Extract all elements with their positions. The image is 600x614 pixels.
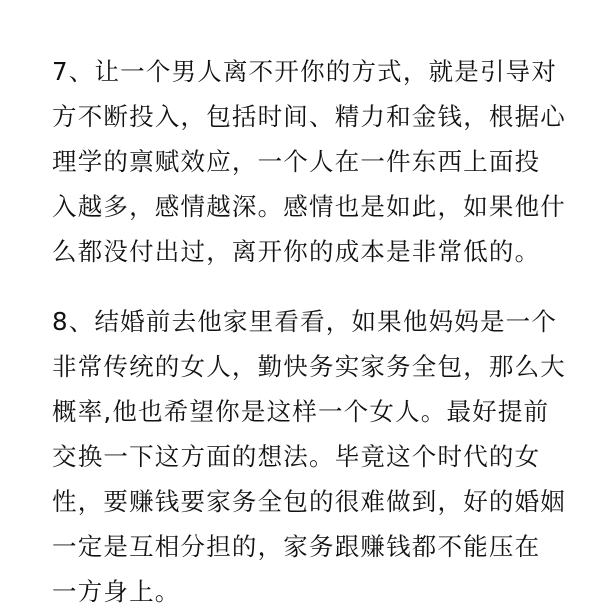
- text-line: 么都没付出过，离开你的成本是非常低的。: [52, 237, 541, 266]
- paragraph-8: [52, 299, 566, 614]
- text-line: 交换一下这方面的想法。毕竟这个时代的女: [52, 442, 541, 471]
- text-line: 一定是互相分担的，家务跟赚钱都不能压在: [52, 532, 541, 561]
- text-line: 非常传统的女人，勤快务实家务全包，那么大: [52, 352, 566, 381]
- text-line: 7、让一个男人离不开你的方式，就是引导对: [52, 57, 558, 86]
- text-line: 理学的禀赋效应，一个人在一件东西上面投: [52, 147, 541, 176]
- text-line: 概率,他也希望你是这样一个女人。最好提前: [52, 397, 550, 426]
- text-line: 方不断投入，包括时间、精力和金钱，根据心: [52, 102, 566, 131]
- text-line: 入越多，感情越深。感情也是如此，如果他什: [52, 192, 566, 221]
- paragraph-7: [52, 49, 566, 274]
- text-line: 8、结婚前去他家里看看，如果他妈妈是一个: [52, 307, 558, 336]
- text-line: 性，要赚钱要家务全包的很难做到，好的婚姻: [52, 487, 566, 516]
- text-line: 一方身上。: [52, 577, 181, 606]
